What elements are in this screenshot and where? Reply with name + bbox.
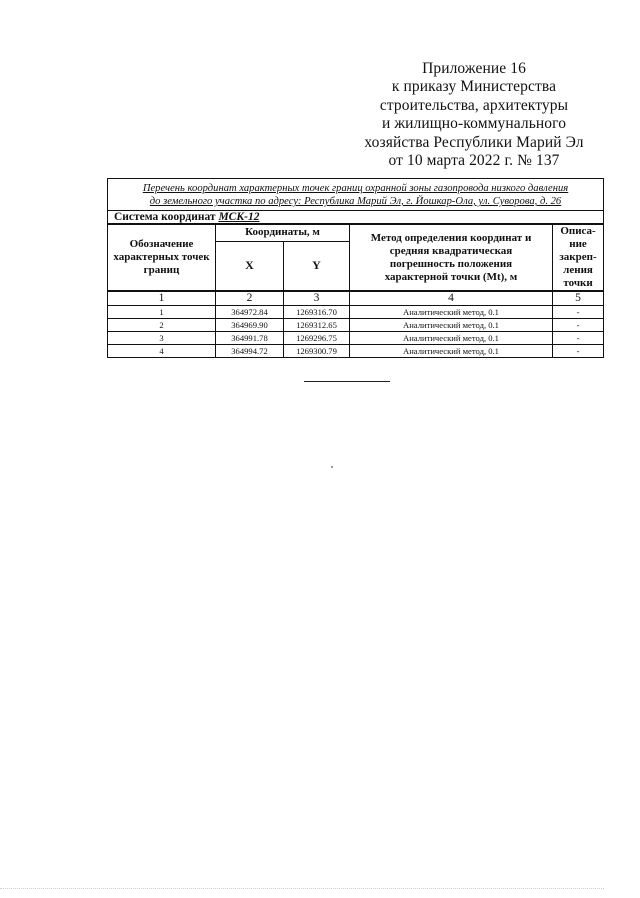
column-number: 5 xyxy=(553,291,604,306)
cell-y: 1269296.75 xyxy=(284,332,350,345)
header-description-line: закреп- xyxy=(559,251,597,263)
header-x: X xyxy=(216,241,284,291)
scan-speck xyxy=(331,466,333,468)
table-row xyxy=(108,345,604,358)
header-method-line: погрешность положения xyxy=(389,257,513,270)
appendix-ministry-line: строительства, архитектуры xyxy=(379,96,569,114)
header-description-line: ние xyxy=(569,238,587,250)
cell-point: 2 xyxy=(108,319,216,332)
cell-point: 4 xyxy=(108,345,216,358)
header-method-line: характерной точки (Mt), м xyxy=(384,270,518,283)
coordinate-system-label: Система координат xyxy=(114,211,216,223)
column-number: 4 xyxy=(350,291,553,306)
cell-x: 364994.72 xyxy=(216,345,284,358)
header-designation-line: Обозначение xyxy=(129,238,194,250)
cell-point: 1 xyxy=(108,306,216,319)
column-numbers-row xyxy=(108,291,604,306)
header-designation-line: границ xyxy=(143,264,180,276)
cell-description: - xyxy=(553,332,604,345)
cell-method: Аналитический метод, 0.1 xyxy=(350,345,553,358)
cell-description: - xyxy=(553,345,604,358)
end-separator-line xyxy=(304,381,390,382)
table-row xyxy=(108,319,604,332)
header-description-line: ления xyxy=(563,264,593,276)
header-method-line: Метод определения координат и xyxy=(370,231,532,244)
appendix-ministry-line-2: и жилищно-коммунального xyxy=(381,115,567,133)
header-designation-line: характерных точек xyxy=(113,251,210,263)
coordinates-table xyxy=(107,178,604,358)
cell-x: 364972.84 xyxy=(216,306,284,319)
header-description-line: Описа- xyxy=(560,225,596,237)
table-title-line: Перечень координат характерных точек границ охранной зоны газопровода низкого давления xyxy=(142,183,569,194)
table-title xyxy=(108,179,604,211)
cell-description: - xyxy=(553,306,604,319)
cell-y: 1269312.65 xyxy=(284,319,350,332)
header-description-line: точки xyxy=(563,277,593,289)
column-number: 3 xyxy=(284,291,350,306)
cell-method: Аналитический метод, 0.1 xyxy=(350,332,553,345)
header-designation xyxy=(108,224,216,291)
header-method xyxy=(350,224,553,291)
table-row xyxy=(108,306,604,319)
header-description xyxy=(553,224,604,291)
column-number: 2 xyxy=(216,291,284,306)
cell-x: 364991.78 xyxy=(216,332,284,345)
table-title-row xyxy=(108,179,604,211)
cell-x: 364969.90 xyxy=(216,319,284,332)
appendix-order-line: к приказу Министерства xyxy=(391,78,557,96)
header-method-line: средняя квадратическая xyxy=(389,244,513,257)
column-number: 1 xyxy=(108,291,216,306)
scan-edge-line xyxy=(0,888,604,889)
appendix-order-date: от 10 марта 2022 г. № 137 xyxy=(388,152,560,170)
cell-description: - xyxy=(553,319,604,332)
table-title-line: до земельного участка по адресу: Республика Марий Эл, г. Йошкар-Ола, ул. Суворова, д. 26 xyxy=(149,196,562,207)
coordinate-system-value: МСК-12 xyxy=(218,211,260,223)
cell-point: 3 xyxy=(108,332,216,345)
coordinate-system xyxy=(108,211,604,225)
cell-y: 1269300.79 xyxy=(284,345,350,358)
header-y: Y xyxy=(284,241,350,291)
header-coordinates: Координаты, м xyxy=(216,224,350,241)
table-header-row xyxy=(108,224,604,241)
table-row xyxy=(108,332,604,345)
appendix-number: Приложение 16 xyxy=(422,60,526,77)
appendix-header xyxy=(340,60,608,170)
cell-method: Аналитический метод, 0.1 xyxy=(350,306,553,319)
appendix-ministry-line-3: хозяйства Республики Марий Эл xyxy=(364,133,584,151)
coordinate-system-row xyxy=(108,211,604,225)
cell-method: Аналитический метод, 0.1 xyxy=(350,319,553,332)
cell-y: 1269316.70 xyxy=(284,306,350,319)
